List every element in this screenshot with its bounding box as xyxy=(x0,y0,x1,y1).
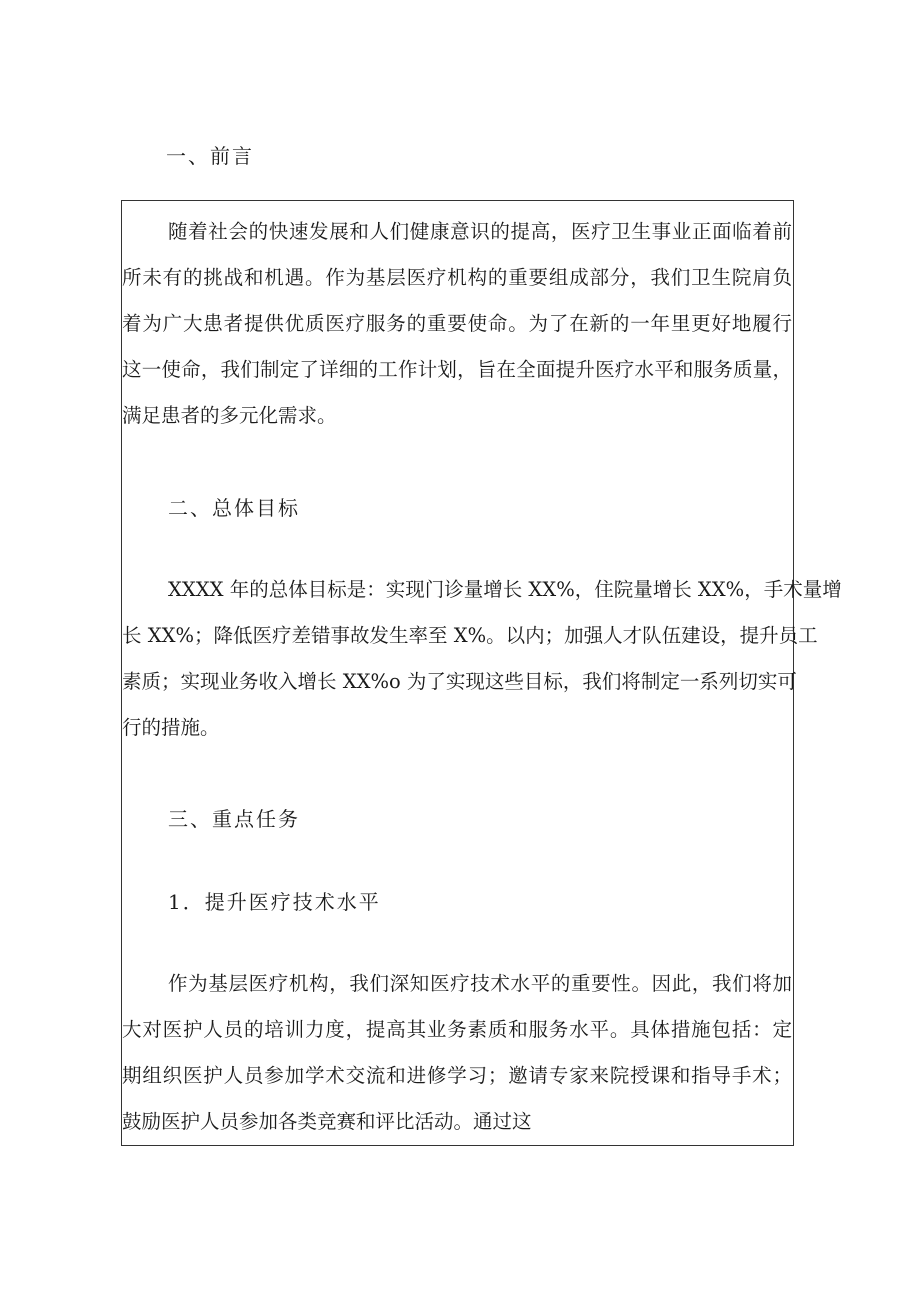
paragraph-line: XXXX 年的总体目标是：实现门诊量增长 XX%，住院量增长 XX%，手术量增 xyxy=(168,578,842,601)
preface-paragraph xyxy=(122,209,792,439)
paragraph-line: 满足患者的多元化需求。 xyxy=(122,404,337,427)
goals-heading: 二、总体目标 xyxy=(168,496,300,520)
paragraph-line: 鼓励医护人员参加各类竞赛和评比活动。通过这 xyxy=(122,1110,532,1133)
paragraph-line: 这一使命，我们制定了详细的工作计划，旨在全面提升医疗水平和服务质量， xyxy=(122,358,792,381)
goals-paragraph xyxy=(122,567,842,751)
paragraph-line: 大对医护人员的培训力度，提高其业务素质和服务水平。具体措施包括：定 xyxy=(122,1018,792,1041)
content-frame xyxy=(121,200,842,1146)
paragraph-line: 所未有的挑战和机遇。作为基层医疗机构的重要组成部分，我们卫生院肩负 xyxy=(122,266,792,289)
paragraph-line: 素质；实现业务收入增长 XX%o 为了实现这些目标，我们将制定一系列切实可 xyxy=(122,670,797,693)
paragraph-line: 期组织医护人员参加学术交流和进修学习；邀请专家来院授课和指导手术； xyxy=(122,1064,792,1087)
paragraph-line: 着为广大患者提供优质医疗服务的重要使命。为了在新的一年里更好地履行 xyxy=(122,312,792,335)
task1-heading: 1．提升医疗技术水平 xyxy=(168,890,381,914)
task1-paragraph xyxy=(122,961,792,1145)
paragraph-line: 作为基层医疗机构，我们深知医疗技术水平的重要性。因此，我们将加 xyxy=(168,972,792,995)
paragraph-line: 长 XX%；降低医疗差错事故发生率至 X%。以内；加强人才队伍建设，提升员工 xyxy=(122,624,818,647)
paragraph-line: 随着社会的快速发展和人们健康意识的提高，医疗卫生事业正面临着前 xyxy=(168,220,792,243)
paragraph-line: 行的措施。 xyxy=(122,716,220,739)
tasks-heading: 三、重点任务 xyxy=(168,807,300,831)
preface-heading: 一、前言 xyxy=(166,144,254,168)
